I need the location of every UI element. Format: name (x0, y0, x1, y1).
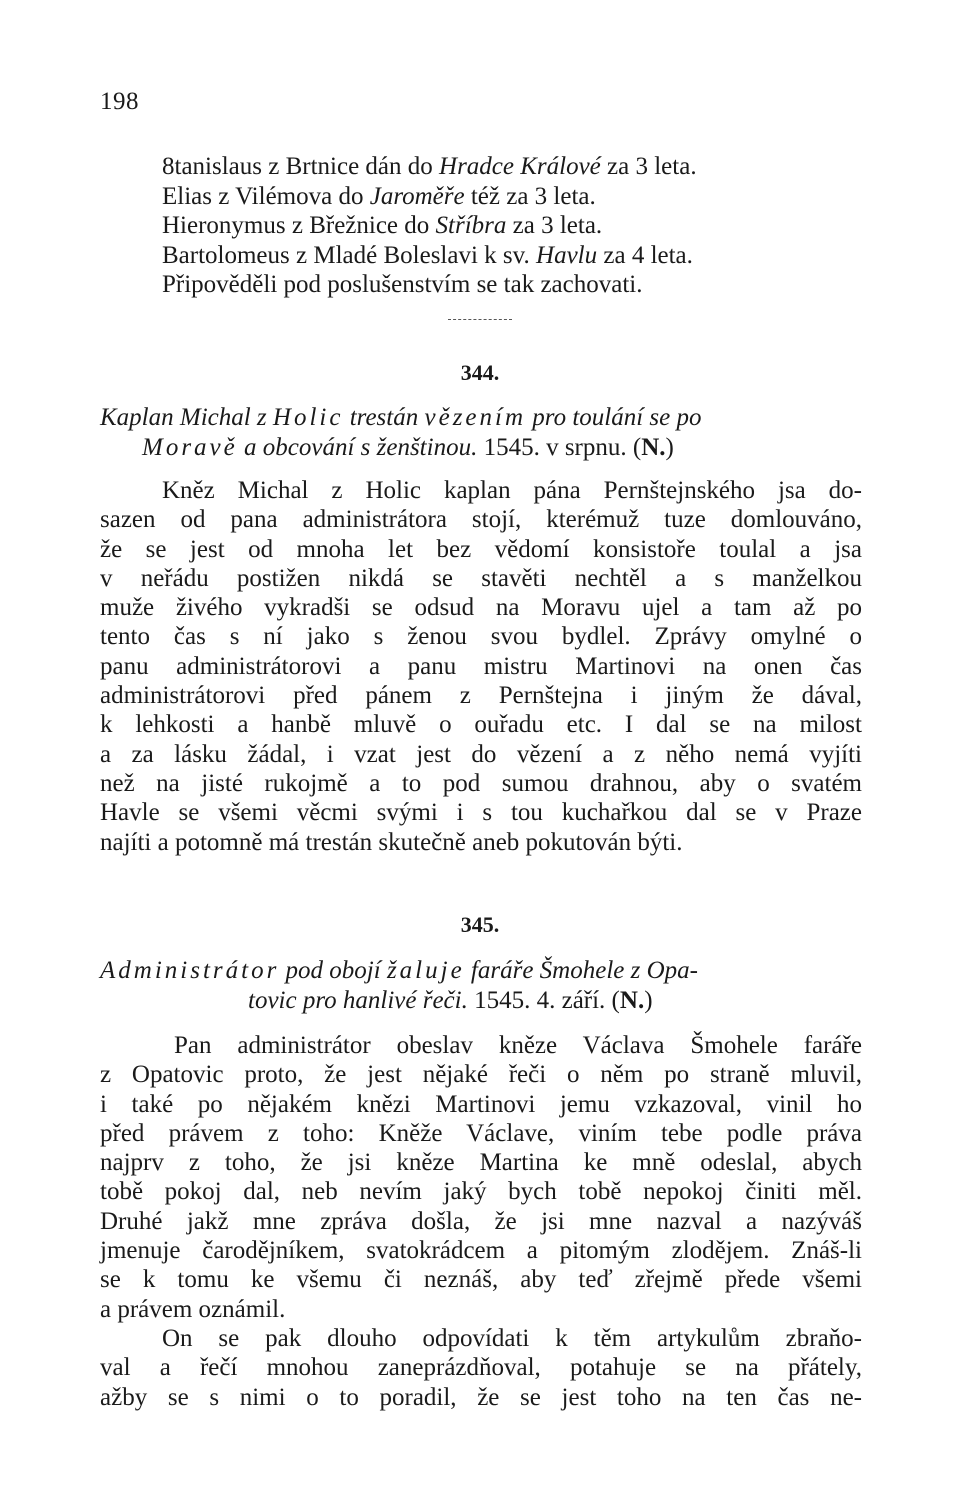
body-line: v neřádu postižen nikdá se stavěti nechtěl a s manželkou (100, 564, 862, 592)
body-line: najprv z toho, že jsi kněze Martina ke mně odeslal, abych (100, 1149, 862, 1177)
document-number: 344. (460, 360, 500, 385)
title-part: pod obojí (279, 957, 387, 984)
title-part: vězením (424, 404, 527, 431)
title-line (100, 956, 870, 986)
body-line: ažby se s nimi o to poradil, že se jest toho na ten čas ne- (100, 1383, 862, 1411)
title-part: žaluje (386, 957, 465, 984)
document-body (100, 1031, 862, 1412)
intro-line (162, 182, 882, 212)
document-number: 345. (460, 912, 500, 937)
title-part: tovic pro hanlivé řeči. (248, 986, 468, 1014)
body-line: Druhé jakž mne zpráva došla, že jsi mne nazval a nazýváš (100, 1207, 862, 1235)
intro-line (162, 211, 882, 241)
title-part: N. (641, 433, 666, 461)
intro-rest: za 3 leta. (600, 153, 697, 180)
title-part: pro toulání se po (526, 404, 702, 431)
intro-line (162, 152, 882, 182)
title-part: Administrátor (100, 957, 280, 984)
body-line: Havle se všemi věcmi svými i s tou kuchařkou dal se v Praze (100, 799, 862, 827)
body-line: muže živého vykradši se odsud na Moravu ujel a tam až po (100, 594, 862, 622)
title-line (100, 986, 870, 1016)
intro-text: 8tanislaus z Brtnice dán do (162, 153, 440, 180)
body-line: a za lásku žádal, i vzat jest do vězení a z něho nemá vyjíti (100, 740, 862, 768)
body-line: k lehkosti a hanbě mluvě o ouřadu etc. I dal se na milost (100, 711, 862, 739)
intro-line (162, 270, 882, 300)
title-part: Moravě (142, 433, 238, 461)
body-line: panu administrátorovi a panu mistru Martinovi na onen čas (100, 652, 862, 680)
title-part: faráře Šmohele z Opa- (464, 957, 698, 984)
intro-line (162, 241, 882, 271)
body-line: tobě pokoj dal, neb nevím jaký bych tobě nepokoj činiti měl. (100, 1178, 862, 1206)
body-line: před právem z toho: Kněže Václave, viním tebe podle práva (100, 1119, 862, 1147)
body-line: tento čas s ní jako s ženou svou bydlel. Zprávy omylné o (100, 623, 862, 651)
intro-place: Jaroměře (369, 182, 465, 210)
body-line: se k tomu ke všemu či neznáš, aby teď zřejmě přede všemi (100, 1266, 862, 1294)
intro-place: Havlu (536, 241, 598, 269)
body-line: z Opatovic proto, že jest nějaké řeči o něm po straně mluvil, (100, 1061, 862, 1089)
body-line: val a řečí mnohou zaneprázdňoval, potahuje se na přátely, (100, 1354, 862, 1382)
intro-rest: za 4 leta. (597, 241, 693, 269)
body-line: Kněz Michal z Holic kaplan pána Pernštejnského jsa do- (162, 477, 862, 504)
intro-text: Připověděli pod poslušenstvím se tak zachovati. (162, 271, 643, 298)
title-part: Holic (272, 404, 344, 431)
intro-place: Hradce Králové (439, 153, 601, 180)
body-line: než na jisté rukojmě a to pod sumou drahnou, aby o svatém (100, 769, 862, 797)
intro-rest: též za 3 leta. (464, 182, 596, 210)
title-part: 1545. v srpnu. ( (477, 433, 642, 461)
title-part: Kaplan Michal z (100, 404, 273, 431)
intro-text: Bartolomeus z Mladé Boleslavi k sv. (162, 241, 537, 269)
title-part: 1545. 4. září. ( (467, 986, 620, 1014)
body-line: najíti a potomně má trestán skutečně aneb pokutován býti. (100, 828, 683, 856)
body-line: jmenuje čarodějníkem, svatokrádcem a pitomým zlodějem. Znáš-li (100, 1237, 862, 1265)
body-line: i také po nějakém knězi Martinovi jemu vzkazoval, vinil ho (100, 1090, 862, 1118)
intro-place: Stříbra (435, 212, 507, 239)
body-line: On se pak dlouho odpovídati k těm artykulům zbraňo- (162, 1324, 862, 1352)
title-part: ) (644, 986, 653, 1014)
intro-list (162, 152, 882, 300)
section-separator (448, 319, 512, 320)
title-line (100, 433, 870, 463)
intro-text: Hieronymus z Břežnice do (162, 212, 436, 239)
intro-rest: za 3 leta. (506, 212, 603, 239)
body-line: sazen od pana administrátora stojí, kterémuž tuze domlouváno, (100, 506, 862, 534)
body-line: Pan administrátor obeslav kněze Václava Šmohele faráře (174, 1032, 862, 1059)
title-part: ) (665, 433, 674, 461)
body-line: a právem oznámil. (100, 1295, 286, 1323)
document-title (100, 956, 870, 1015)
document-title (100, 403, 870, 462)
body-line: že se jest od mnoha let bez vědomí konsistoře toulal a jsa (100, 535, 862, 563)
intro-text: Elias z Vilémova do (162, 182, 370, 210)
title-line (100, 403, 870, 433)
title-part: trestán (343, 404, 425, 431)
title-part: a obcování s ženštinou. (237, 433, 478, 461)
body-line: administrátorovi před pánem z Pernštejna i jiným že dával, (100, 682, 862, 710)
document-body (100, 476, 862, 857)
title-part: N. (619, 986, 645, 1014)
page-number: 198 (100, 88, 139, 115)
